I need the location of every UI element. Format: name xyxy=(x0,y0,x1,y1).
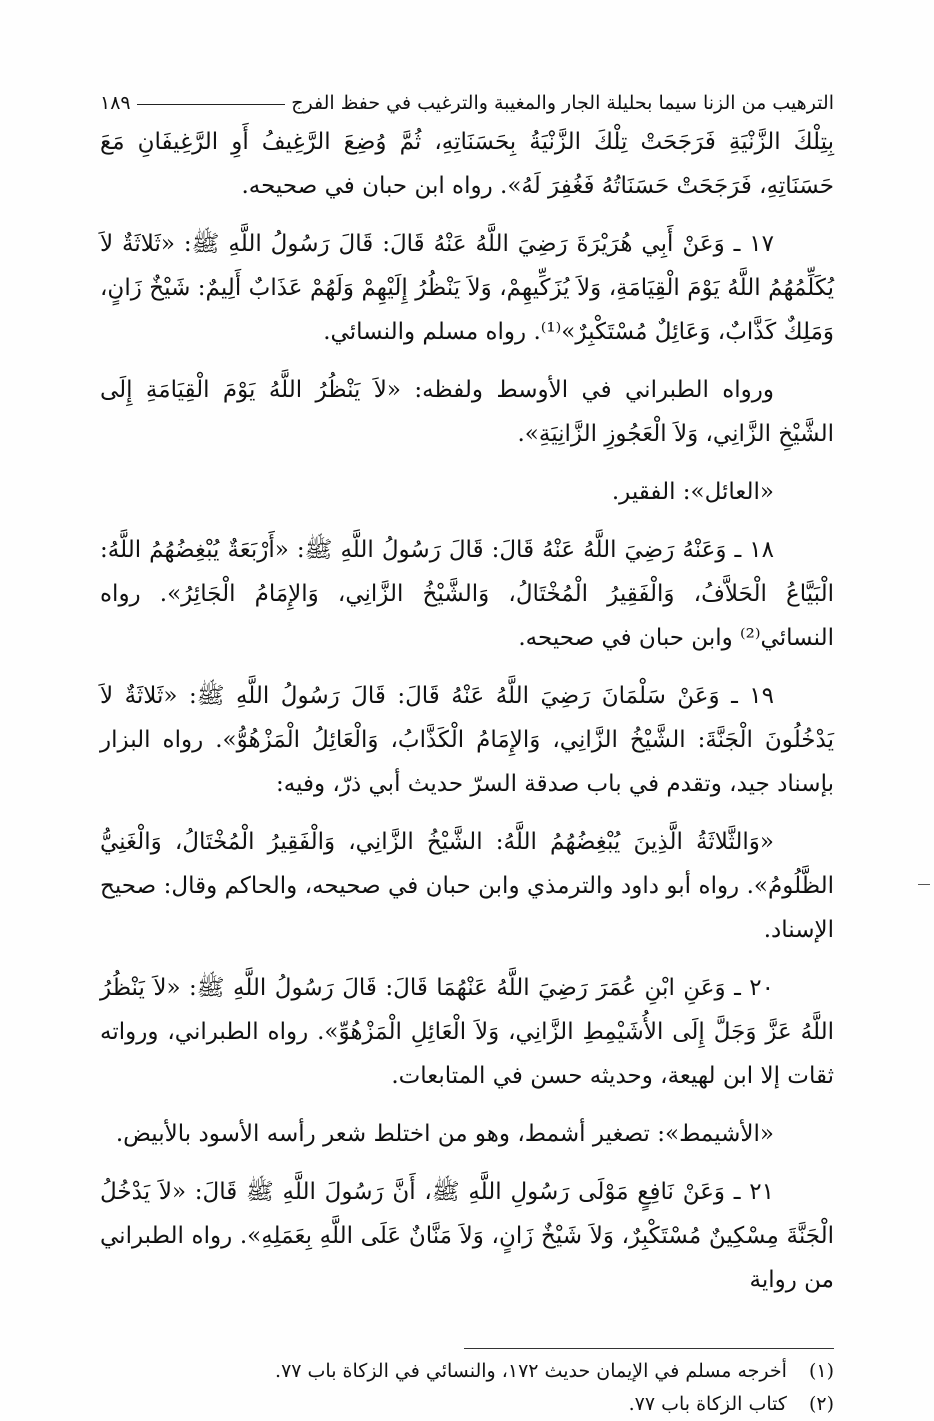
footnote-rule xyxy=(464,1348,834,1349)
running-head xyxy=(100,70,834,114)
paragraph: بِتِلْكَ الزَّنْيَةِ فَرَجَحَتْ تِلْكَ الزَّنْيَةُ بِحَسَنَاتِهِ، ثُمَّ وُضِعَ الرَّغِيفُ أَوِ الرَّغِيفَانِ مَعَ حَسَنَاتِهِ، فَرَجَحَتْ حَسَنَاتُهُ فَغُفِرَ لَهُ». رواه ابن حبان في صحيحه. xyxy=(100,129,834,199)
hadith-19: ١٩ ـ وَعَنْ سَلْمَانَ رَضِيَ اللَّهُ عَنْهُ قَالَ: قَالَ رَسُولُ اللَّهِ ﷺ: «ثَلاثَةٌ لاَ يَدْخُلُونَ الْجَنَّةَ: الشَّيْخُ الزَّانِي، وَالإِمَامُ الْكَذَّابُ، وَالْعَائِلُ الْمَزْهُوُّ». رواه البزار بإسناد جيد، وتقدم في باب صدقة السرّ حديث أبي ذرّ، وفيه: xyxy=(100,683,834,797)
footnote-number: (٢) xyxy=(808,1393,834,1415)
page-number: ١٨٩ xyxy=(100,92,131,114)
header-rule xyxy=(137,104,286,105)
gloss: «العائل»: الفقير. xyxy=(611,479,774,505)
page-body xyxy=(100,120,834,1302)
footnote-number: (١) xyxy=(808,1360,834,1382)
footnote-text: كتاب الزكاة باب ٧٧. xyxy=(628,1393,787,1415)
paragraph: ورواه الطبراني في الأوسط ولفظه: «لاَ يَنْظُرُ اللَّهُ يَوْمَ الْقِيَامَةِ إِلَى الشَّيْخِ الزَّانِي، وَلاَ الْعَجُوزِ الزَّانِيَةِ». xyxy=(100,377,834,447)
hadith-20: ٢٠ ـ وَعَنِ ابْنِ عُمَرَ رَضِيَ اللَّهُ عَنْهُمَا قَالَ: قَالَ رَسُولُ اللَّهِ ﷺ: «لاَ يَنْظُرُ اللَّهُ عَزَّ وَجَلَّ إِلَى الأُشَيْمِطِ الزَّانِي، وَلاَ الْعَائِلِ الْمَزْهُوِّ». رواه الطبراني، ورواته ثقات إلا ابن لهيعة، وحديثه حسن في المتابعات. xyxy=(100,975,834,1089)
hadith-17: ١٧ ـ وَعَنْ أَبِي هُرَيْرَةَ رَضِيَ اللَّهُ عَنْهُ قَالَ: قَالَ رَسُولُ اللَّهِ ﷺ: «ثَلاثَةٌ لاَ يُكَلِّمُهُمُ اللَّهُ يَوْمَ الْقِيَامَةِ، وَلاَ يُزَكِّيهِمْ، وَلاَ يَنْظُرُ إِلَيْهِمْ وَلَهُمْ عَذَابٌ أَلِيمٌ: شَيْخٌ زَانٍ، وَمَلِكٌ كَذَّابٌ، وَعَائِلٌ مُسْتَكْبِرٌ»⁽¹⁾. رواه مسلم والنسائي. xyxy=(100,231,834,345)
footnotes xyxy=(100,1355,834,1421)
margin-mark xyxy=(918,884,930,885)
footnote xyxy=(100,1355,834,1388)
paragraph: «وَالثَّلاثَةُ الَّذِينَ يُبْغِضُهُمُ اللَّهُ: الشَّيْخُ الزَّانِي، وَالْفَقِيرُ الْمُخْتَالُ، وَالْغَنِيُّ الظَّلُومُ». رواه أبو داود والترمذي وابن حبان في صحيحه، والحاكم وقال: صحيح الإسناد. xyxy=(100,829,834,943)
gloss: «الأشيمط»: تصغير أشمط، وهو من اختلط شعر رأسه الأسود بالأبيض. xyxy=(115,1121,774,1147)
footnote xyxy=(100,1388,834,1421)
running-head-title: الترهيب من الزنا سيما بحليلة الجار والمغيبة والترغيب في حفظ الفرج xyxy=(291,92,834,114)
hadith-18: ١٨ ـ وَعَنْهُ رَضِيَ اللَّهُ عَنْهُ قَالَ: قَالَ رَسُولُ اللَّهِ ﷺ: «أَرْبَعَةٌ يُبْغِضُهُمُ اللَّهُ: الْبَيَّاعُ الْحَلاَّفُ، وَالْفَقِيرُ الْمُخْتَالُ، وَالشَّيْخُ الزَّانِي، وَالإِمَامُ الْجَائِرُ». رواه النسائي⁽²⁾ وابن حبان في صحيحه. xyxy=(100,537,834,651)
footnote-text: أخرجه مسلم في الإيمان حديث ١٧٢، والنسائي في الزكاة باب ٧٧. xyxy=(275,1360,787,1382)
hadith-21: ٢١ ـ وَعَنْ نَافِعٍ مَوْلَى رَسُولِ اللَّهِ ﷺ، أَنَّ رَسُولَ اللَّهِ ﷺ قَالَ: «لاَ يَدْخُلُ الْجَنَّةَ مِسْكِينٌ مُسْتَكْبِرٌ، وَلاَ شَيْخٌ زَانٍ، وَلاَ مَنَّانٌ عَلَى اللَّهِ بِعَمَلِهِ». رواه الطبراني من رواية xyxy=(100,1179,834,1293)
